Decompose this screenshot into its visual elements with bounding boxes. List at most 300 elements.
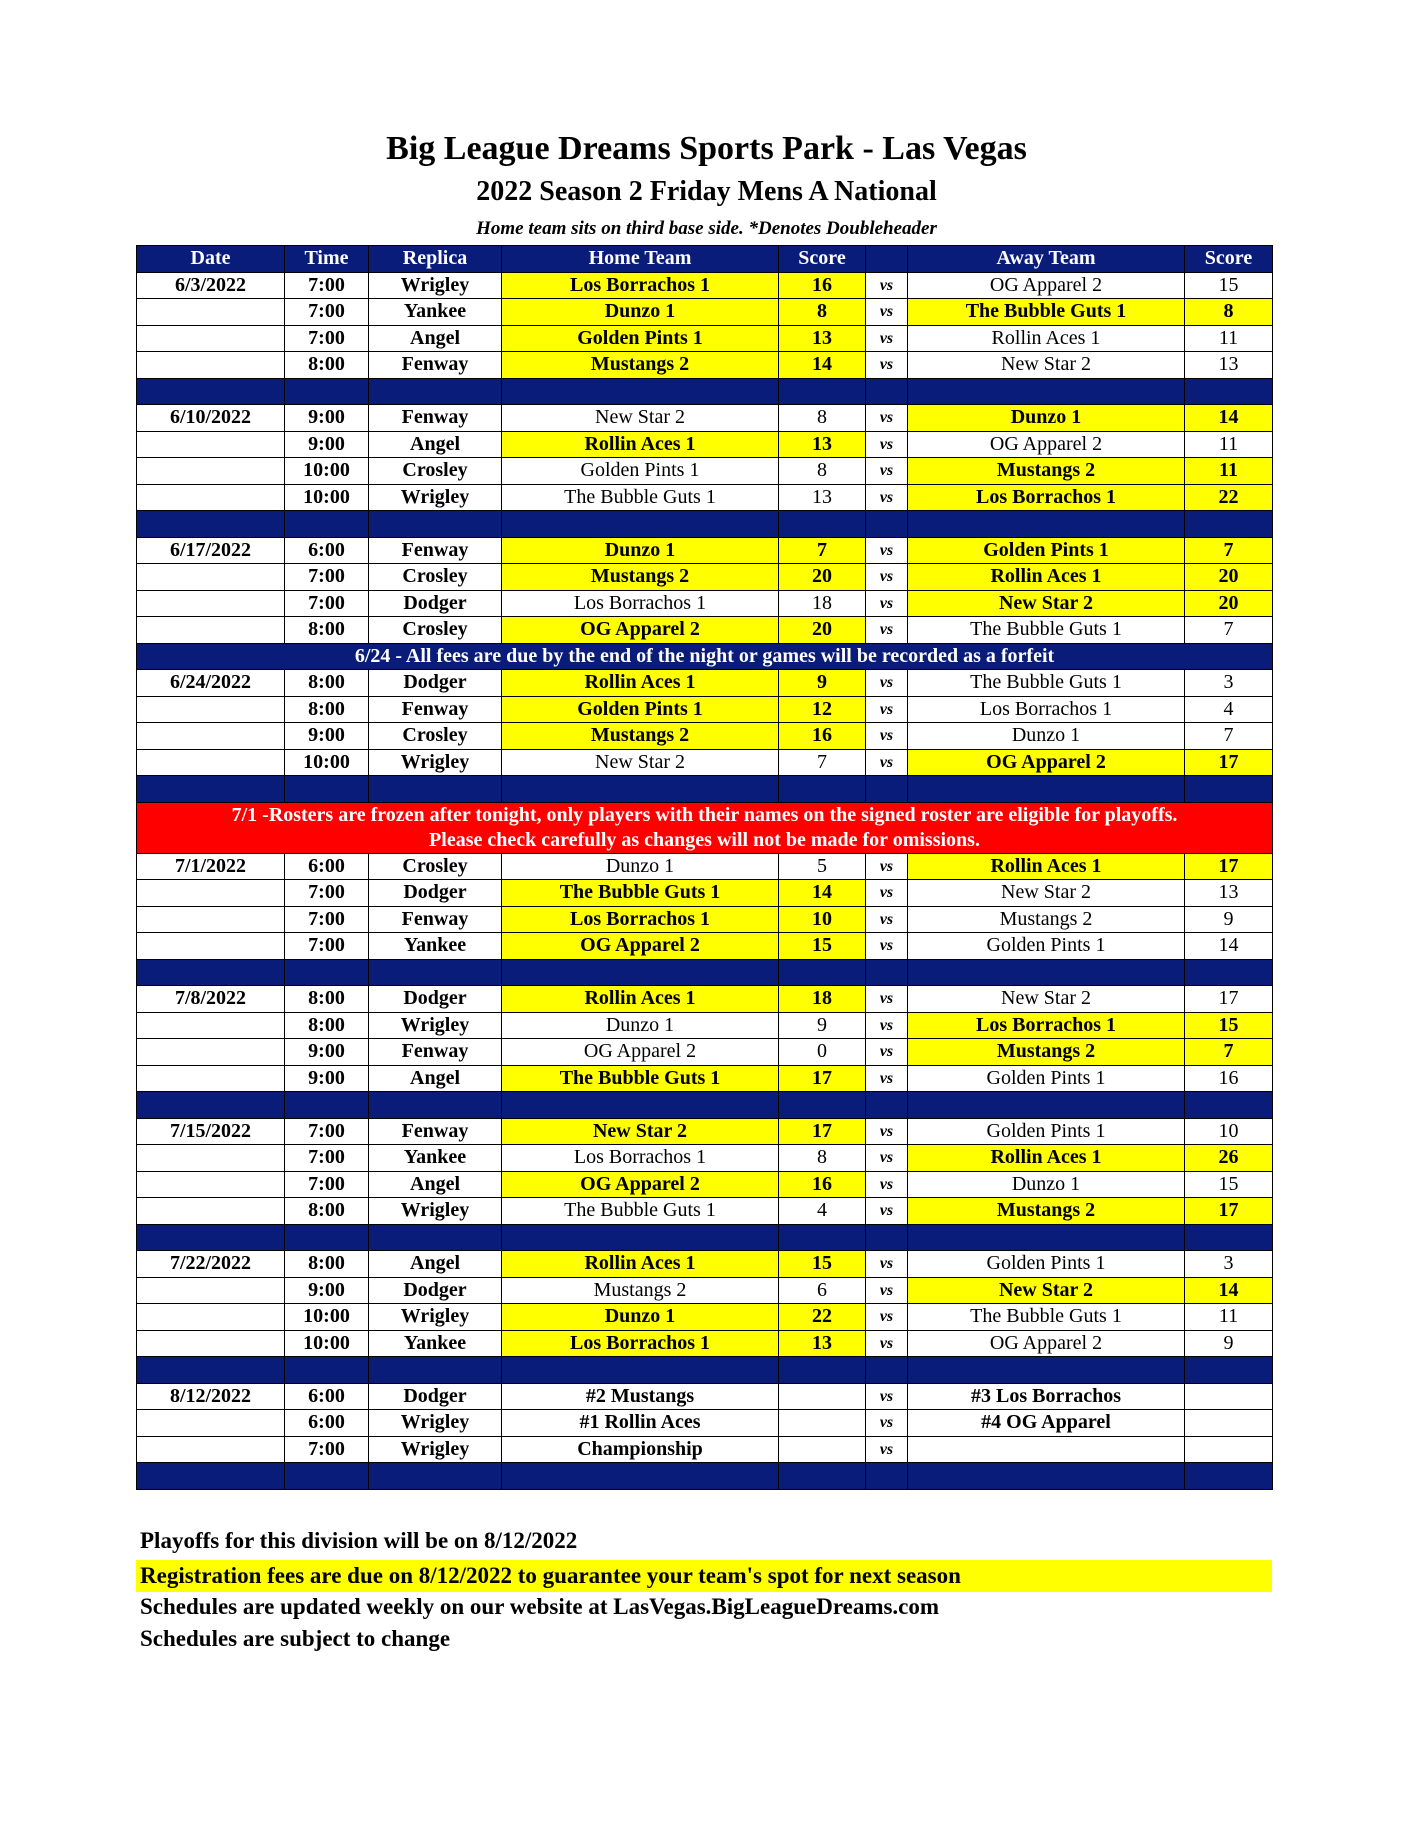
time-cell: 8:00	[285, 1012, 369, 1039]
home-score-cell: 20	[779, 617, 866, 644]
vs-cell: vs	[866, 1198, 908, 1225]
field-cell: Angel	[369, 1065, 502, 1092]
away-team-cell: Dunzo 1	[908, 723, 1185, 750]
vs-cell: vs	[866, 1171, 908, 1198]
away-score-cell: 20	[1185, 590, 1273, 617]
home-score-cell: 18	[779, 986, 866, 1013]
field-cell: Dodger	[369, 986, 502, 1013]
spacer-cell	[137, 776, 285, 803]
footer-registration: Registration fees are due on 8/12/2022 to guarantee your team's spot for next season	[136, 1560, 1272, 1592]
home-score-cell: 16	[779, 723, 866, 750]
home-score-cell: 16	[779, 1171, 866, 1198]
away-team-cell: OG Apparel 2	[908, 431, 1185, 458]
away-score-cell: 14	[1185, 405, 1273, 432]
away-score-cell: 13	[1185, 880, 1273, 907]
home-team-cell: Los Borrachos 1	[502, 906, 779, 933]
vs-cell: vs	[866, 617, 908, 644]
spacer-cell	[502, 378, 779, 405]
date-cell	[137, 749, 285, 776]
field-cell: Crosley	[369, 458, 502, 485]
vs-cell: vs	[866, 1012, 908, 1039]
spacer-row	[137, 1463, 1273, 1490]
date-cell: 6/3/2022	[137, 272, 285, 299]
away-team-cell: Rollin Aces 1	[908, 1145, 1185, 1172]
spacer-cell	[779, 1092, 866, 1119]
away-score-cell: 13	[1185, 352, 1273, 379]
vs-cell: vs	[866, 723, 908, 750]
page-title: Big League Dreams Sports Park - Las Vegas	[386, 130, 1027, 167]
spacer-cell	[866, 959, 908, 986]
away-team-cell: #4 OG Apparel	[908, 1410, 1185, 1437]
spacer-cell	[866, 511, 908, 538]
home-team-cell: OG Apparel 2	[502, 1039, 779, 1066]
spacer-row	[137, 511, 1273, 538]
away-score-cell: 26	[1185, 1145, 1273, 1172]
game-row	[137, 906, 1273, 933]
spacer-cell	[502, 1357, 779, 1384]
game-row	[137, 564, 1273, 591]
home-team-cell: The Bubble Guts 1	[502, 1198, 779, 1225]
spacer-row	[137, 959, 1273, 986]
spacer-cell	[137, 959, 285, 986]
spacer-cell	[1185, 959, 1273, 986]
away-score-cell	[1185, 1383, 1273, 1410]
field-cell: Crosley	[369, 853, 502, 880]
vs-cell: vs	[866, 352, 908, 379]
field-cell: Fenway	[369, 537, 502, 564]
date-cell: 7/22/2022	[137, 1251, 285, 1278]
time-cell: 6:00	[285, 537, 369, 564]
spacer-cell	[908, 1357, 1185, 1384]
spacer-cell	[1185, 776, 1273, 803]
home-team-cell: Rollin Aces 1	[502, 431, 779, 458]
header-home-score: Score	[779, 246, 866, 273]
away-team-cell	[908, 1436, 1185, 1463]
away-team-cell: Golden Pints 1	[908, 1118, 1185, 1145]
fee-notice-row	[137, 643, 1273, 670]
home-score-cell: 6	[779, 1277, 866, 1304]
away-team-cell: New Star 2	[908, 986, 1185, 1013]
spacer-cell	[137, 511, 285, 538]
header-vs	[866, 246, 908, 273]
home-team-cell: Rollin Aces 1	[502, 1251, 779, 1278]
game-row	[137, 617, 1273, 644]
vs-cell: vs	[866, 906, 908, 933]
field-cell: Dodger	[369, 670, 502, 697]
game-row	[137, 590, 1273, 617]
field-cell: Fenway	[369, 906, 502, 933]
field-cell: Crosley	[369, 617, 502, 644]
game-row	[137, 986, 1273, 1013]
spacer-cell	[137, 1463, 285, 1490]
away-score-cell: 4	[1185, 696, 1273, 723]
game-row	[137, 1436, 1273, 1463]
spacer-cell	[369, 1357, 502, 1384]
spacer-cell	[285, 1224, 369, 1251]
roster-alert-line: Please check carefully as changes will not be made for omissions.	[429, 828, 980, 851]
vs-cell: vs	[866, 670, 908, 697]
vs-cell: vs	[866, 749, 908, 776]
home-score-cell: 8	[779, 405, 866, 432]
away-team-cell: #3 Los Borrachos	[908, 1383, 1185, 1410]
home-team-cell: OG Apparel 2	[502, 933, 779, 960]
vs-cell: vs	[866, 853, 908, 880]
game-row	[137, 1410, 1273, 1437]
spacer-cell	[369, 511, 502, 538]
spacer-cell	[1185, 1357, 1273, 1384]
vs-cell: vs	[866, 1304, 908, 1331]
game-row	[137, 537, 1273, 564]
vs-cell: vs	[866, 1410, 908, 1437]
vs-cell: vs	[866, 1436, 908, 1463]
spacer-cell	[1185, 511, 1273, 538]
away-team-cell: Golden Pints 1	[908, 933, 1185, 960]
time-cell: 7:00	[285, 906, 369, 933]
away-team-cell: Golden Pints 1	[908, 1251, 1185, 1278]
time-cell: 7:00	[285, 1171, 369, 1198]
spacer-cell	[369, 1224, 502, 1251]
spacer-cell	[502, 1224, 779, 1251]
vs-cell: vs	[866, 484, 908, 511]
spacer-cell	[908, 1224, 1185, 1251]
field-cell: Wrigley	[369, 484, 502, 511]
away-team-cell: Los Borrachos 1	[908, 484, 1185, 511]
schedule-body	[137, 272, 1273, 1489]
home-score-cell: 18	[779, 590, 866, 617]
date-cell	[137, 1410, 285, 1437]
time-cell: 9:00	[285, 1039, 369, 1066]
vs-cell: vs	[866, 299, 908, 326]
time-cell: 7:00	[285, 590, 369, 617]
time-cell: 8:00	[285, 986, 369, 1013]
fee-notice-text: 6/24 - All fees are due by the end of the night or games will be recorded as a forfeit	[137, 643, 1273, 670]
spacer-cell	[779, 959, 866, 986]
away-score-cell: 15	[1185, 272, 1273, 299]
home-team-cell: New Star 2	[502, 749, 779, 776]
game-row	[137, 458, 1273, 485]
time-cell: 7:00	[285, 880, 369, 907]
home-team-cell: Championship	[502, 1436, 779, 1463]
home-team-cell: Dunzo 1	[502, 299, 779, 326]
home-team-cell: Mustangs 2	[502, 723, 779, 750]
away-score-cell: 9	[1185, 906, 1273, 933]
spacer-cell	[285, 1092, 369, 1119]
away-team-cell: Rollin Aces 1	[908, 853, 1185, 880]
time-cell: 8:00	[285, 1198, 369, 1225]
date-cell	[137, 1436, 285, 1463]
field-cell: Crosley	[369, 723, 502, 750]
field-cell: Yankee	[369, 933, 502, 960]
home-team-cell: Dunzo 1	[502, 1012, 779, 1039]
date-cell	[137, 1012, 285, 1039]
spacer-cell	[285, 1357, 369, 1384]
field-cell: Crosley	[369, 564, 502, 591]
home-score-cell: 15	[779, 933, 866, 960]
time-cell: 7:00	[285, 1145, 369, 1172]
home-score-cell: 13	[779, 1330, 866, 1357]
schedule-table	[136, 245, 1273, 1490]
time-cell: 8:00	[285, 617, 369, 644]
spacer-cell	[866, 1357, 908, 1384]
footer-change: Schedules are subject to change	[140, 1626, 451, 1651]
home-team-cell: Golden Pints 1	[502, 458, 779, 485]
field-cell: Fenway	[369, 1118, 502, 1145]
field-cell: Fenway	[369, 405, 502, 432]
home-team-cell: OG Apparel 2	[502, 617, 779, 644]
field-cell: Dodger	[369, 1277, 502, 1304]
away-score-cell: 7	[1185, 617, 1273, 644]
game-row	[137, 1039, 1273, 1066]
away-team-cell: Mustangs 2	[908, 1198, 1185, 1225]
spacer-cell	[137, 1092, 285, 1119]
spacer-cell	[866, 1224, 908, 1251]
away-team-cell: Mustangs 2	[908, 458, 1185, 485]
away-team-cell: Mustangs 2	[908, 1039, 1185, 1066]
home-team-cell: Dunzo 1	[502, 853, 779, 880]
home-team-cell: Mustangs 2	[502, 1277, 779, 1304]
spacer-cell	[908, 378, 1185, 405]
game-row	[137, 880, 1273, 907]
time-cell: 8:00	[285, 696, 369, 723]
away-score-cell: 7	[1185, 1039, 1273, 1066]
spacer-cell	[502, 1092, 779, 1119]
time-cell: 6:00	[285, 1410, 369, 1437]
away-score-cell: 11	[1185, 325, 1273, 352]
away-team-cell: Golden Pints 1	[908, 537, 1185, 564]
field-cell: Dodger	[369, 880, 502, 907]
header-home-team: Home Team	[502, 246, 779, 273]
vs-cell: vs	[866, 933, 908, 960]
vs-cell: vs	[866, 1251, 908, 1278]
game-row	[137, 484, 1273, 511]
spacer-cell	[866, 776, 908, 803]
field-cell: Yankee	[369, 1330, 502, 1357]
field-cell: Fenway	[369, 696, 502, 723]
vs-cell: vs	[866, 590, 908, 617]
date-cell: 7/8/2022	[137, 986, 285, 1013]
roster-alert-line: 7/1 -Rosters are frozen after tonight, only players with their names on the signed roster are eligible for playoffs.	[231, 803, 1178, 826]
vs-cell: vs	[866, 696, 908, 723]
home-score-cell: 7	[779, 749, 866, 776]
home-team-cell: New Star 2	[502, 405, 779, 432]
spacer-cell	[137, 1357, 285, 1384]
home-team-cell: Dunzo 1	[502, 1304, 779, 1331]
roster-alert-cell	[137, 802, 1273, 853]
spacer-cell	[285, 378, 369, 405]
vs-cell: vs	[866, 431, 908, 458]
field-cell: Angel	[369, 431, 502, 458]
home-score-cell	[779, 1436, 866, 1463]
game-row	[137, 933, 1273, 960]
home-score-cell: 13	[779, 431, 866, 458]
home-team-cell: The Bubble Guts 1	[502, 484, 779, 511]
field-cell: Wrigley	[369, 1436, 502, 1463]
spacer-row	[137, 1224, 1273, 1251]
vs-cell: vs	[866, 1330, 908, 1357]
home-score-cell: 5	[779, 853, 866, 880]
away-team-cell: Rollin Aces 1	[908, 325, 1185, 352]
spacer-cell	[285, 511, 369, 538]
header-time: Time	[285, 246, 369, 273]
away-team-cell: Dunzo 1	[908, 1171, 1185, 1198]
spacer-cell	[1185, 378, 1273, 405]
game-row	[137, 1065, 1273, 1092]
home-team-cell: New Star 2	[502, 1118, 779, 1145]
field-cell: Angel	[369, 325, 502, 352]
field-cell: Wrigley	[369, 1410, 502, 1437]
away-score-cell: 7	[1185, 537, 1273, 564]
spacer-cell	[285, 959, 369, 986]
time-cell: 7:00	[285, 1436, 369, 1463]
time-cell: 8:00	[285, 1251, 369, 1278]
away-team-cell: New Star 2	[908, 880, 1185, 907]
home-score-cell: 9	[779, 1012, 866, 1039]
date-cell	[137, 906, 285, 933]
away-score-cell: 22	[1185, 484, 1273, 511]
home-score-cell: 22	[779, 1304, 866, 1331]
spacer-row	[137, 776, 1273, 803]
away-score-cell: 17	[1185, 749, 1273, 776]
away-score-cell: 17	[1185, 1198, 1273, 1225]
home-team-cell: Rollin Aces 1	[502, 986, 779, 1013]
spacer-cell	[369, 1463, 502, 1490]
spacer-cell	[866, 378, 908, 405]
date-cell: 6/24/2022	[137, 670, 285, 697]
date-cell	[137, 696, 285, 723]
game-row	[137, 1304, 1273, 1331]
field-cell: Angel	[369, 1251, 502, 1278]
home-score-cell	[779, 1383, 866, 1410]
time-cell: 7:00	[285, 272, 369, 299]
home-score-cell: 13	[779, 484, 866, 511]
field-cell: Yankee	[369, 1145, 502, 1172]
game-row	[137, 1012, 1273, 1039]
date-cell	[137, 352, 285, 379]
away-team-cell: Rollin Aces 1	[908, 564, 1185, 591]
away-score-cell: 16	[1185, 1065, 1273, 1092]
field-cell: Angel	[369, 1171, 502, 1198]
roster-alert-row	[137, 802, 1273, 853]
spacer-cell	[1185, 1092, 1273, 1119]
vs-cell: vs	[866, 537, 908, 564]
home-team-cell: #1 Rollin Aces	[502, 1410, 779, 1437]
header-date: Date	[137, 246, 285, 273]
date-cell	[137, 484, 285, 511]
time-cell: 10:00	[285, 1330, 369, 1357]
time-cell: 10:00	[285, 458, 369, 485]
away-score-cell: 3	[1185, 670, 1273, 697]
time-cell: 10:00	[285, 1304, 369, 1331]
date-cell: 8/12/2022	[137, 1383, 285, 1410]
spacer-row	[137, 1357, 1273, 1384]
game-row	[137, 299, 1273, 326]
game-row	[137, 431, 1273, 458]
game-row	[137, 1330, 1273, 1357]
field-cell: Wrigley	[369, 749, 502, 776]
spacer-cell	[908, 511, 1185, 538]
footer-website: Schedules are updated weekly on our website at LasVegas.BigLeagueDreams.com	[140, 1594, 940, 1619]
game-row	[137, 405, 1273, 432]
home-score-cell: 8	[779, 299, 866, 326]
home-score-cell: 13	[779, 325, 866, 352]
field-cell: Fenway	[369, 352, 502, 379]
away-score-cell: 8	[1185, 299, 1273, 326]
date-cell: 7/15/2022	[137, 1118, 285, 1145]
spacer-cell	[779, 1224, 866, 1251]
vs-cell: vs	[866, 1065, 908, 1092]
time-cell: 7:00	[285, 299, 369, 326]
vs-cell: vs	[866, 1383, 908, 1410]
game-row	[137, 1383, 1273, 1410]
spacer-cell	[779, 378, 866, 405]
away-team-cell: Golden Pints 1	[908, 1065, 1185, 1092]
away-team-cell: OG Apparel 2	[908, 749, 1185, 776]
field-cell: Fenway	[369, 1039, 502, 1066]
away-team-cell: OG Apparel 2	[908, 1330, 1185, 1357]
home-score-cell: 16	[779, 272, 866, 299]
time-cell: 9:00	[285, 1065, 369, 1092]
home-score-cell: 9	[779, 670, 866, 697]
vs-cell: vs	[866, 1039, 908, 1066]
time-cell: 8:00	[285, 670, 369, 697]
away-team-cell: The Bubble Guts 1	[908, 1304, 1185, 1331]
spacer-cell	[369, 959, 502, 986]
home-score-cell: 15	[779, 1251, 866, 1278]
away-team-cell: New Star 2	[908, 352, 1185, 379]
date-cell: 6/17/2022	[137, 537, 285, 564]
time-cell: 8:00	[285, 352, 369, 379]
home-score-cell: 17	[779, 1065, 866, 1092]
away-team-cell: New Star 2	[908, 590, 1185, 617]
away-score-cell: 7	[1185, 723, 1273, 750]
game-row	[137, 1145, 1273, 1172]
away-score-cell: 17	[1185, 986, 1273, 1013]
home-team-cell: Los Borrachos 1	[502, 1330, 779, 1357]
home-team-cell: The Bubble Guts 1	[502, 1065, 779, 1092]
header-replica: Replica	[369, 246, 502, 273]
page-subtitle: 2022 Season 2 Friday Mens A National	[476, 176, 937, 207]
vs-cell: vs	[866, 1118, 908, 1145]
time-cell: 9:00	[285, 1277, 369, 1304]
date-cell	[137, 1330, 285, 1357]
time-cell: 7:00	[285, 933, 369, 960]
vs-cell: vs	[866, 1145, 908, 1172]
date-cell	[137, 431, 285, 458]
home-score-cell: 12	[779, 696, 866, 723]
home-score-cell: 10	[779, 906, 866, 933]
field-cell: Wrigley	[369, 1304, 502, 1331]
vs-cell: vs	[866, 986, 908, 1013]
home-score-cell: 17	[779, 1118, 866, 1145]
vs-cell: vs	[866, 405, 908, 432]
spacer-cell	[779, 1357, 866, 1384]
date-cell	[137, 299, 285, 326]
date-cell	[137, 617, 285, 644]
date-cell	[137, 723, 285, 750]
field-cell: Wrigley	[369, 1198, 502, 1225]
home-team-cell: #2 Mustangs	[502, 1383, 779, 1410]
date-cell	[137, 880, 285, 907]
away-team-cell: New Star 2	[908, 1277, 1185, 1304]
date-cell	[137, 1304, 285, 1331]
spacer-cell	[285, 776, 369, 803]
spacer-cell	[137, 1224, 285, 1251]
home-score-cell: 14	[779, 880, 866, 907]
spacer-cell	[502, 1463, 779, 1490]
time-cell: 10:00	[285, 749, 369, 776]
spacer-cell	[908, 776, 1185, 803]
field-cell: Wrigley	[369, 1012, 502, 1039]
